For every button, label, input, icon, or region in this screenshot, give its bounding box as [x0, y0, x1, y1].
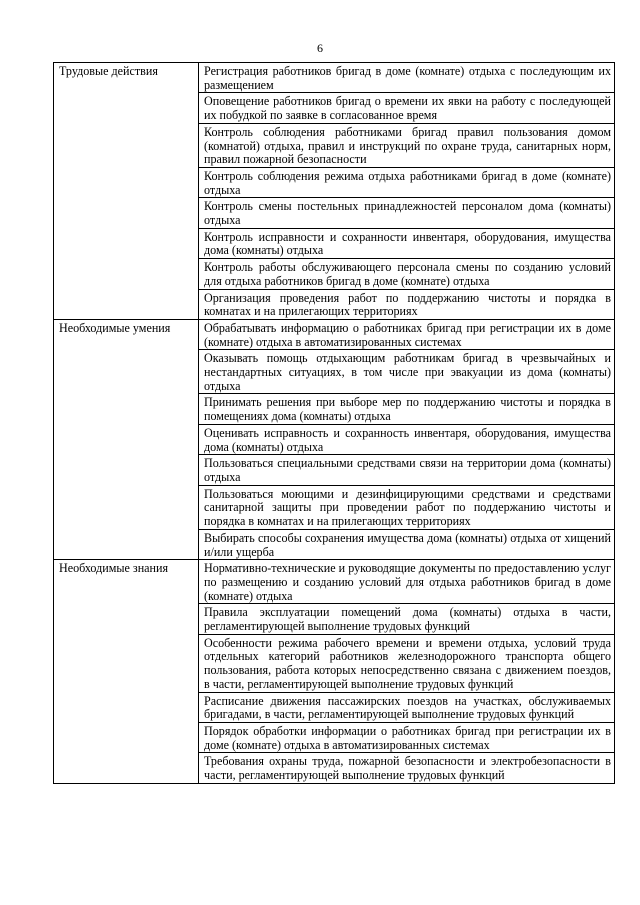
requirement-item: Организация проведения работ по поддержанию чистоты и порядка в комнатах и на прилегающих территориях	[199, 289, 615, 319]
requirements-table	[53, 62, 615, 784]
requirement-item: Контроль соблюдения режима отдыха работниками бригад в доме (комнате) отдыха	[199, 167, 615, 197]
requirement-item: Пользоваться моющими и дезинфицирующими средствами и средствами санитарной защиты при проведении работ по поддержанию чистоты и порядка в комнатах и на прилегающих территориях	[199, 485, 615, 529]
requirement-item: Порядок обработки информации о работниках бригад при регистрации их в доме (комнате) отдыха в автоматизированных системах	[199, 722, 615, 752]
requirement-item: Обрабатывать информацию о работниках бригад при регистрации их в доме (комнате) отдыха в автоматизированных системах	[199, 319, 615, 349]
requirement-item: Правила эксплуатации помещений дома (комнаты) отдыха в части, регламентирующей выполнение трудовых функций	[199, 604, 615, 634]
table-row	[54, 63, 615, 93]
requirement-item: Контроль соблюдения работниками бригад правил пользования домом (комнатой) отдыха, правил и инструкций по охране труда, санитарных норм, правил пожарной безопасности	[199, 123, 615, 167]
requirement-item: Регистрация работников бригад в доме (комнате) отдыха с последующим их размещением	[199, 63, 615, 93]
requirement-item: Нормативно-технические и руководящие документы по предоставлению услуг по размещению и созданию условий для отдыха работников бригад в доме (комнате) отдыха	[199, 560, 615, 604]
requirement-item: Принимать решения при выборе мер по поддержанию чистоты и порядка в помещениях дома (комнаты) отдыха	[199, 394, 615, 424]
section-label: Трудовые действия	[54, 63, 199, 320]
requirement-item: Требования охраны труда, пожарной безопасности и электробезопасности в части, регламентирующей выполнение трудовых функций	[199, 753, 615, 783]
requirement-item: Оказывать помощь отдыхающим работникам бригад в чрезвычайных и нестандартных ситуациях, в том числе при эвакуации из дома (комнаты) отдыха	[199, 350, 615, 394]
requirement-item: Особенности режима рабочего времени и времени отдыха, условий труда отдельных категорий работников железнодорожного транспорта общего пользования, работа которых непосредственно связана с движением поездов, в части, регламентирующей выполнение трудовых функций	[199, 634, 615, 692]
table-row	[54, 560, 615, 604]
requirement-item: Контроль исправности и сохранности инвентаря, оборудования, имущества дома (комнаты) отдыха	[199, 228, 615, 258]
requirement-item: Расписание движения пассажирских поездов на участках, обслуживаемых бригадами, в части, регламентирующей выполнение трудовых функций	[199, 692, 615, 722]
requirement-item: Выбирать способы сохранения имущества дома (комнаты) отдыха от хищений и/или ущерба	[199, 529, 615, 559]
requirement-item: Пользоваться специальными средствами связи на территории дома (комнаты) отдыха	[199, 455, 615, 485]
requirement-item: Оценивать исправность и сохранность инвентаря, оборудования, имущества дома (комнаты) отдыха	[199, 424, 615, 454]
requirements-table-body	[54, 63, 615, 784]
page-number: 6	[317, 41, 323, 55]
section-label: Необходимые умения	[54, 319, 199, 559]
requirement-item: Оповещение работников бригад о времени их явки на работу с последующей их побудкой по заявке в согласованное время	[199, 93, 615, 123]
table-row	[54, 319, 615, 349]
section-label: Необходимые знания	[54, 560, 199, 784]
requirement-item: Контроль работы обслуживающего персонала смены по созданию условий для отдыха работников бригад в доме (комнате) отдыха	[199, 259, 615, 289]
requirement-item: Контроль смены постельных принадлежностей персоналом дома (комнаты) отдыха	[199, 198, 615, 228]
